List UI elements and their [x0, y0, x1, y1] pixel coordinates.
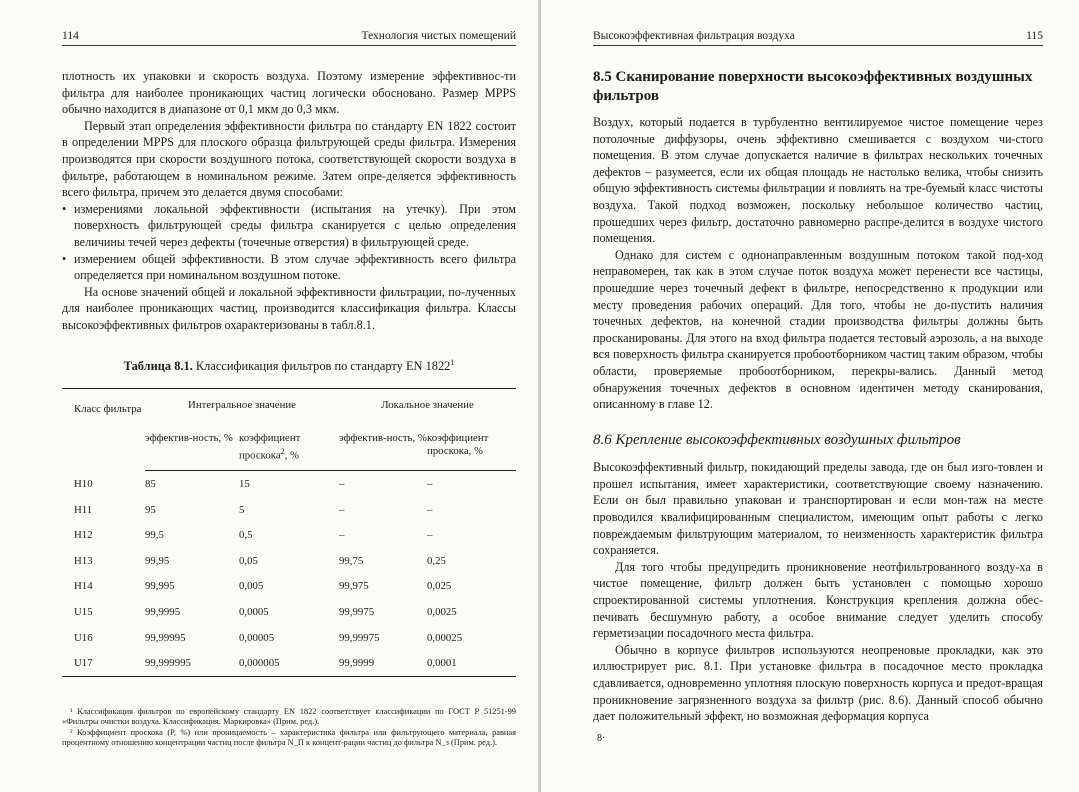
- page-number: 114: [62, 30, 79, 42]
- section-heading: 8.5 Сканирование поверхности высокоэффективных воздушных фильтров: [593, 69, 1033, 104]
- paragraph: На основе значений общей и локальной эффективности фильтрации, по-лученных для наиболее проникающих частиц, производится классификация фильтра. Классы высокоэффективных фильтров охарактеризованы в табл.8.1.: [62, 284, 516, 332]
- running-header-right: [593, 30, 1043, 46]
- signature-mark: 8·: [597, 732, 606, 744]
- footnotes: [62, 707, 516, 748]
- column-group-local: Локальное значение: [339, 388, 516, 426]
- paragraph: Воздух, который подается в турбулентно вентилируемое чистое помещение через потолочные диффузоры, очень эффективно смешивается с воздухом чи-стого помещения. В этом случае допускается наличие в фильтрах нескольких точечных дефектов – разумеется, если их общая площадь не настолько велика, чтобы снизить общую эффективность системы фильтрации и повлиять на тре-буемый класс чистоты воздуха. Такой подход возможен, поскольку небольшое количество частиц, прошедших через фильтр, достаточно равномерно распре-делится в воздухе чистого помещения.: [593, 115, 1043, 246]
- column-header-class: Класс фильтра: [62, 388, 145, 471]
- footnote: ² Коэффициент проскока (P, %) или проницаемость – характеристика фильтра или фильтрующего материала, равная процентному отношению концентрации частиц после фильтра N_П к концент-рации частиц до фильтра N_з (Прим. ред.).: [62, 727, 516, 747]
- table-caption-text: Классификация фильтров по стандарту EN 1822: [195, 358, 451, 373]
- left-page: [0, 0, 538, 792]
- table-caption-label: Таблица 8.1.: [123, 358, 193, 373]
- running-title: Высокоэффективная фильтрация воздуха: [593, 30, 795, 42]
- footnote-ref: 1: [450, 357, 455, 367]
- section-heading: 8.6 Крепление высокоэффективных воздушных фильтров: [593, 431, 961, 448]
- table-row: H14 99,995 0,005 99,975 0,025: [74, 580, 452, 593]
- paragraph: Однако для систем с однонаправленным воздушным потоком такой под-ход неправомерен, так как в этом случае поток воздуха может перенести все частицы, прошедшие через точечный дефект в фильтре, непосредственно к продукции или месту проведения рабочих операций. Для того, чтобы не до-пустить наличия точечных дефектов, на конечной стадии производства фильтры должны быть просканированы. Для этого на вход фильтра подается тестовый аэрозоль, а на выходе вся поверхность фильтра сканируется пробоотборником частиц таким образом, чтобы области, проверяемые пробоотборником, перекры-вались. Данный метод обнаружения точечных дефектов в основном идентичен методу сканирования, описанному в главе 12.: [593, 247, 1043, 412]
- column-header-efficiency: эффектив-ность, %: [145, 426, 239, 471]
- table-row: U15 99,9995 0,0005 99,9975 0,0025: [74, 605, 457, 618]
- table-caption: [62, 358, 516, 374]
- paragraph: Первый этап определения эффективности фильтра по стандарту EN 1822 состоит в определении MPPS для плоского образца фильтрующей среды фильтра. Измерения производятся при скорости воздушного потока, соответствующей скорости воздуха в фильтре, работающем в номинальном режиме. Затем опре-деляется эффективность всего фильтра, причем это делается двумя способами:: [62, 118, 516, 200]
- column-group-integral: Интегральное значение: [145, 388, 339, 426]
- table-row: H13 99,95 0,05 99,75 0,25: [74, 554, 446, 567]
- column-header-efficiency: эффектив-ность, %: [339, 426, 427, 471]
- running-header-left: [62, 30, 516, 46]
- filter-class-table: [62, 388, 516, 677]
- column-header-penetration: коэффициент проскока, %: [427, 426, 516, 471]
- table-body: [62, 471, 516, 677]
- paragraph: Обычно в корпусе фильтров используются неопреновые прокладки, как это иллюстрирует рис. 8.1. При установке фильтра в посадочное место прокладка сдавливается, одновременно уплотняя плоскую поверхность корпуса и предот-вращая проникновение загрязненного воздуха за фильтр (рис. 8.6). Данный способ обычно дает положительный эффект, но возможная деформация корпуса: [593, 642, 1043, 724]
- table-row: H10 85 15 – –: [74, 477, 433, 491]
- column-header-penetration: коэффициент проскока$^2$, %: [239, 426, 339, 471]
- table-row: U16 99,99995 0,00005 99,99975 0,00025: [74, 631, 463, 644]
- paragraph: Для того чтобы предупредить проникновение неотфильтрованного возду-ха в чистое помещение, фильтр должен быть установлен с помощью хорошо спроектированной системы уплотнения. Конструкция крепления должна обес-печивать бесшумную работу, а особое внимание следует уделить способу герметизации посадочного места фильтра.: [593, 559, 1043, 641]
- table-row: H12 99,5 0,5 – –: [74, 529, 433, 542]
- bullet-list: [62, 201, 516, 284]
- table-row: U17 99,999995 0,000005 99,9999 0,0001: [62, 650, 516, 676]
- paragraph: Высокоэффективный фильтр, покидающий пределы завода, где он был изго-товлен и прошел испытания, имеет характеристики, соответствующие своему назначению. Если он был правильно упакован и транспортирован и если мон-таж на месте проводился квалифицированным специалистом, имеющим опыт работы с легко повреждаемым фильтрующим материалом, то неизменность характеристик фильтра сохраняется.: [593, 460, 1043, 558]
- list-item: • измерением общей эффективности. В этом случае эффективность всего фильтра определяется при номинальном воздушном потоке.: [62, 251, 516, 284]
- list-item: • измерениями локальной эффективности (испытания на утечку). При этом поверхность фильтрующей среды фильтра сканируется с целью определения величины течей через дефекты (точечные отверстия) в фильтрующей среде.: [62, 201, 516, 251]
- running-title: Технология чистых помещений: [361, 30, 516, 42]
- footnote: ¹ Классификация фильтров по европейскому стандарту EN 1822 соответствует классификации по ГОСТ Р 51251-99 «Фильтры очистки воздуха. Классификация. Маркировка» (Прим. ред.).: [62, 706, 516, 727]
- paragraph: плотность их упаковки и скорость воздуха. Поэтому измерение эффективнос-ти фильтра для наиболее проникающих частиц логически обосновано. Размер MPPS обычно находится в диапазоне от 0,1 мкм до 0,3 мкм.: [62, 69, 516, 117]
- table-row: H11 95 5 – –: [74, 503, 433, 516]
- page-number: 115: [1026, 30, 1043, 42]
- right-page: [541, 0, 1079, 792]
